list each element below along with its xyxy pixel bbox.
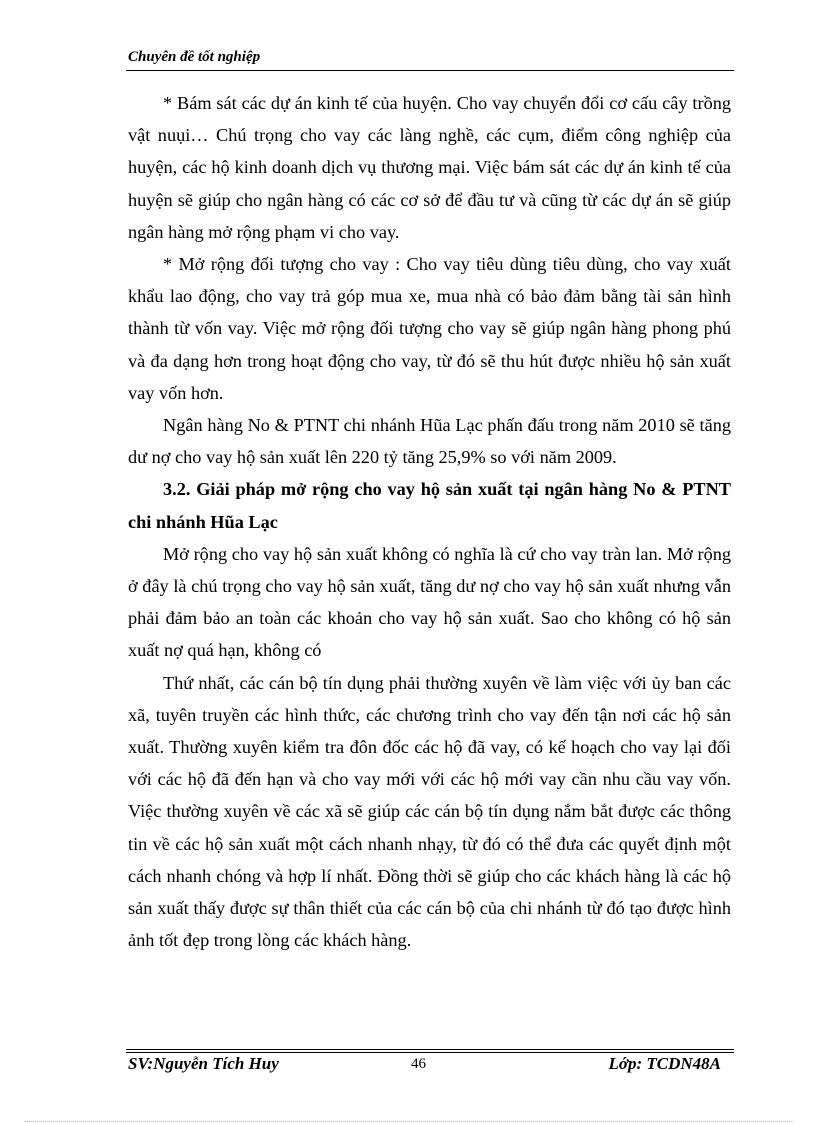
header-divider: [126, 70, 734, 71]
header-title: Chuyên đề tốt nghiệp: [128, 49, 261, 65]
paragraph-5: Thứ nhất, các cán bộ tín dụng phải thường xuyên về làm việc với ủy ban các xã, tuyên truyền các hình thức, các chương trình cho vay đến tận nơi các hộ sản xuất. Thường xuyên kiểm tra đôn đốc các hộ đã vay, có kế hoạch cho vay lại đối với các hộ đã đến hạn và cho vay mới với các hộ mới vay cần nhu cầu vay vốn. Việc thường xuyên về các xã sẽ giúp các cán bộ tín dụng nắm bắt được các thông tin về các hộ sản xuất một cách nhanh nhạy, từ đó có thể đưa các quyết định một cách nhanh chóng và hợp lí nhất. Đồng thời sẽ giúp cho các khách hàng là các hộ sản xuất thấy được sự thân thiết của các cán bộ của chi nhánh từ đó tạo được hình ảnh tốt đẹp trong lòng các khách hàng.: [128, 672, 731, 951]
footer-divider-bottom: [126, 1052, 734, 1053]
footer-student-name: SV:Nguyễn Tích Huy: [128, 1054, 279, 1073]
paragraph-4: Mở rộng cho vay hộ sản xuất không có nghĩa là cứ cho vay tràn lan. Mở rộng ở đây là chú trọng cho vay hộ sản xuất, tăng dư nợ cho vay hộ sản xuất nhưng vẫn phải đảm bảo an toàn các khoản cho vay hộ sản xuất. Sao cho không có hộ sản xuất nợ quá hạn, không có: [128, 543, 731, 661]
paragraph-1: * Bám sát các dự án kinh tế của huyện. Cho vay chuyển đổi cơ cấu cây trồng vật nuụi… Chú trọng cho vay các làng nghề, các cụm, điểm công nghiệp của huyện, các hộ kinh doanh dịch vụ thương mại. Việc bám sát các dự án kinh tế của huyện sẽ giúp cho ngân hàng có các cơ sở để đầu tư và cũng từ các dự án sẽ giúp ngân hàng mở rộng phạm vi cho vay.: [128, 93, 731, 242]
paragraph-3: Ngân hàng No & PTNT chi nhánh Hũa Lạc phấn đấu trong năm 2010 sẽ tăng dư nợ cho vay hộ sản xuất lên 220 tỷ tăng 25,9% so với năm 2009.: [128, 415, 731, 468]
footer-divider-top: [126, 1049, 734, 1050]
paragraph-2: * Mở rộng đối tượng cho vay : Cho vay tiêu dùng tiêu dùng, cho vay xuất khẩu lao động, cho vay trả góp mua xe, mua nhà có bảo đảm bằng tài sản hình thành từ vốn vay. Việc mở rộng đối tượng cho vay sẽ giúp ngân hàng phong phú và đa dạng hơn trong hoạt động cho vay, từ đó sẽ thu hút được nhiều hộ sản xuất vay vốn hơn.: [128, 254, 731, 403]
page-edge-divider: [24, 1121, 794, 1122]
section-heading: 3.2. Giải pháp mở rộng cho vay hộ sản xuất tại ngân hàng No & PTNT chi nhánh Hũa Lạc: [128, 479, 731, 532]
footer-page-number: 46: [411, 1056, 426, 1072]
footer-class: Lớp: TCDN48A: [608, 1054, 721, 1073]
body-text: [128, 87, 731, 956]
